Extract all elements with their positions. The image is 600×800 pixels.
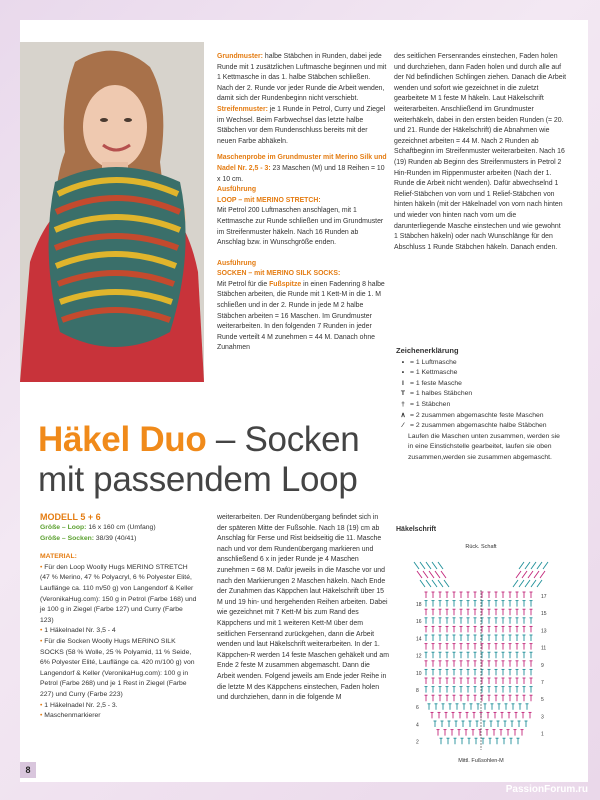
chart-stitch — [435, 571, 440, 578]
chart-stitch — [513, 580, 518, 587]
row-number-right: 9 — [541, 662, 544, 669]
row-number-left: 6 — [416, 705, 419, 712]
row-number-right: 17 — [541, 594, 547, 600]
streifenmuster-text: je 1 Runde in Petrol, Curry und Ziegel im Wechsel. Beim Farbwechsel das letzte halbe Stäbchen vor dem Rundenschluss bereits mit der neuen Farbe abhäkeln. — [217, 105, 386, 145]
title-highlight: Häkel Duo — [38, 420, 207, 459]
chart-stitch — [438, 562, 443, 569]
streifenmuster-label: Streifenmuster: — [217, 105, 268, 113]
material-item: • 1 Häkelnadel Nr. 2,5 - 3. — [40, 701, 118, 709]
chart-stitch — [432, 580, 437, 587]
chart-heading: Häkelschrift — [396, 526, 437, 533]
row-number-right: 1 — [541, 731, 544, 738]
fussspitze-label: Fußspitze — [269, 280, 302, 288]
legend-item: † = 1 Stäbchen — [401, 400, 451, 408]
chart-stitch — [426, 562, 431, 569]
chart-stitch — [423, 571, 428, 578]
chart-grid — [414, 562, 548, 750]
row-number-right: 5 — [541, 697, 544, 704]
row-number-left: 18 — [416, 602, 422, 608]
chart-stitch — [519, 562, 524, 569]
row-number-left: 8 — [416, 688, 419, 694]
size-socks-value: 38/39 (40/41) — [94, 534, 137, 542]
material-item: • 1 Häkelnadel Nr. 3,5 - 4 — [40, 627, 116, 635]
row-number-left: 16 — [416, 619, 422, 626]
row-number-left: 12 — [416, 653, 422, 660]
loop-heading-2: LOOP – mit MERINO STRETCH: — [217, 196, 321, 204]
legend-note: Laufen die Maschen unten zusammen, werden sie in eine Einstichstelle gearbeitet, laufen sie oben zusammen,werden sie zusammen abgemascht. — [408, 432, 560, 461]
chart-stitch — [534, 571, 539, 578]
chart-stitch — [525, 562, 530, 569]
row-number-left: 2 — [416, 739, 419, 746]
chart-stitch — [528, 571, 533, 578]
chart-stitch — [522, 571, 527, 578]
legend-item: ∧ = 2 zusammen abgemaschte feste Maschen — [400, 411, 544, 419]
loop-heading-1: Ausführung — [217, 186, 257, 194]
chart-stitch — [525, 580, 530, 587]
column-2 — [394, 52, 566, 253]
chart-stitch — [543, 562, 548, 569]
maschenprobe-label: Maschenprobe im Grundmuster mit Merino Silk und Nadel Nr. 2,5 - 3: — [217, 154, 387, 172]
material-heading: MATERIAL: — [40, 553, 77, 561]
model-photo — [20, 42, 204, 382]
chart-top-label: Rück. Schaft — [465, 544, 497, 550]
chart-stitch — [531, 580, 536, 587]
chart-stitch — [516, 571, 521, 578]
chart-stitch — [420, 580, 425, 587]
chart-stitch — [519, 580, 524, 587]
title-line2: mit passendem Loop — [38, 460, 358, 499]
row-number-right: 11 — [541, 645, 547, 652]
model-number: MODELL 5 + 6 — [40, 512, 101, 522]
chart-stitch — [540, 571, 545, 578]
chart-bottom-label: Mittl. Fußsohlen-M — [458, 758, 504, 764]
legend-item: I = 1 feste Masche — [402, 379, 462, 387]
socken-text-a: Mit Petrol für die — [217, 280, 270, 288]
material-item: • Für den Loop Woolly Hugs MERINO STRETCH (47 % Merino, 47 % Polyacryl, 6 % Polyester Elité, Lauflänge ca. 110 m/50 g) von Langendorf & Keller (VeronikaHug.com): 150 g in Petrol (Farbe 168) und je 100 g in Ziegel (Farbe 127) und Curry (Farbe 123) — [40, 563, 197, 624]
chart-stitch — [537, 562, 542, 569]
column-3-text: weiterarbeiten. Der Rundenübergang befindet sich in der späteren Mitte der Fußsohle. Nach 18 (19) cm ab Anschlag für Ferse und Rist beidseitig die 11. Masche nach und vor dem Rundenübergang markieren und anschließend 6 x in jeder Runde je 4 Maschen zunehmen = 68 M. Dafür jeweils in die Masche vor und nach den Markierungen 2 Maschen häkeln. Nach Ende der Zunahmen das Käppchen laut Häkelschrift über 15 M und 19 hin- und hergehenden Reihen arbeiten. Dabei wie gezeichnet mit 7 Kett-M bis zum Rand des Käppchens und mit 1 weiteren Kett-M über dem seitlichen Fersenrand zurückgehen, dann die Arbeit wenden und laut Häkelschrift weiterarbeiten. In der 1. Käppchen-R werden 14 feste Maschen gehäkelt und am Ende 2 feste M zusammen abgemascht. Dann die Arbeit wenden. Folgend jeweils am Ende jeder Reihe in die letzte M des Käppchens einstechen, Faden holen und durchziehen, dann in die folgende M — [217, 514, 389, 702]
row-number-right: 3 — [541, 714, 544, 721]
socken-text-b: in einen Fadenring 8 halbe Stäbchen arbeiten, die Runde mit 1 Kett-M in die 1. M schließen und in der 2. Runde in jede M 2 halbe Stäbchen arbeiten = 16 Maschen. Im Grundmuster weiterarbeiten. In den folgenden 7 Runden in jeder Runde verteilt 4 M zunehmen = 44 M. Danach ohne Zunahmen — [217, 280, 385, 352]
symbol-legend — [396, 346, 566, 464]
maschenprobe-text: 23 Maschen (M) und 18 Reihen = 10 x 10 cm. — [217, 164, 385, 183]
legend-item: • = 1 Kettmasche — [401, 369, 458, 377]
row-number-right: 15 — [541, 611, 547, 618]
column-2-text: des seitlichen Fersenrandes einstechen, Faden holen und durchziehen, dann Faden holen und durch alle auf der Nd befindlichen Schlingen ziehen. Danach die Arbeit wenden und sofort wie gezeichnet in die zuletzt gearbeitete M 1 feste M häkeln. Laut Häkelschrift weiterarbeiten. Anschließend im Grundmuster weiterhäkeln, dabei in den ersten beiden Runden (= 20. und 21. Runde der Häkelschrift) die Abnahmen wie gezeichnet arbeiten = 44 M. Nach 2 Runden ab Schaftbeginn im Streifenmuster weiterarbeiten. Nach 16 (19) Runden ab Beginn des Streifenmusters in Petrol 2 Hin-Runden im Rippenmuster arbeiten (Nach der 1. Runde die Arbeit nicht wenden). Dafür abwechselnd 1 Relief-Stäbchen von vorn und 1 Relief-Stäbchen von hinten häkeln (mit der Häkelnadel von vorn nach hinten und wieder von hinten nach vorn um die darunterliegende Masche einstechen und wie gewohnt 1 Stäbchen häkeln) oder nach Wunschlänge für den Abschluss 1 Runde Stäbchen häkeln. Danach enden. — [394, 53, 566, 251]
row-number-left: 14 — [416, 636, 422, 643]
page-number: 8 — [20, 762, 36, 778]
loop-text: Mit Petrol 200 Luftmaschen anschlagen, mit 1 Kettmasche zur Runde schließen und im Grundmuster im Streifenmuster häkeln. Nach 16 Runden ab Anschlag bzw. in Wunschgröße enden. — [217, 207, 384, 247]
legend-item: T = 1 halbes Stäbchen — [400, 390, 473, 398]
watermark: PassionForum.ru — [505, 784, 588, 795]
legend-item: • = 1 Luftmasche — [401, 358, 457, 366]
column-1 — [217, 52, 387, 354]
title-rest-line1: – Socken — [206, 420, 360, 459]
crochet-chart — [396, 540, 566, 765]
row-number-right: 7 — [541, 680, 544, 686]
chart-stitch — [537, 580, 542, 587]
column-3 — [217, 513, 389, 704]
material-item: • Für die Socken Woolly Hugs MERINO SILK SOCKS (58 % Wolle, 25 % Polyamid, 11 % Seide, 6% Polyester Elité, Lauflänge ca. 420 m/100 g) von Langendorf & Keller (VeronikaHug.com): 100 g in Petrol (Farbe 268) und je 1 Rest in Ziegel (Farbe 227) und Curry (Farbe 223) — [40, 637, 195, 698]
grundmuster-text: halbe Stäbchen in Runden, dabei jede Runde mit 1 zusätzlichen Luftmasche beginnen und mit 1 Kettmasche in das 1. halbe Stäbchen schließen. Nach der 2. Runde vor jeder Runde die Arbeit wenden, damit sich der Rundenbeginn nicht verschiebt. — [217, 53, 387, 103]
chart-stitch — [438, 580, 443, 587]
row-number-left: 10 — [416, 670, 422, 677]
specs-block — [40, 511, 198, 722]
legend-heading: Zeichenerklärung — [396, 346, 459, 355]
chart-stitch — [432, 562, 437, 569]
chart-stitch — [414, 562, 419, 569]
size-loop-value: 16 x 160 cm (Umfang) — [86, 524, 156, 531]
row-number-left: 4 — [416, 722, 419, 729]
page-title — [38, 420, 378, 500]
legend-item: ⁄ = 2 zusammen abgemaschte halbe Stäbchen — [402, 422, 547, 430]
chart-stitch — [444, 580, 449, 587]
chart-stitch — [531, 562, 536, 569]
grundmuster-label: Grundmuster: — [217, 53, 263, 60]
socken-heading-2: SOCKEN – mit MERINO SILK SOCKS: — [217, 270, 341, 278]
chart-stitch — [426, 580, 431, 587]
size-socks-label: Größe – Socken: — [40, 534, 95, 542]
row-number-right: 13 — [541, 628, 547, 635]
chart-stitch — [420, 562, 425, 569]
chart-stitch — [441, 571, 446, 578]
chart-stitch — [429, 571, 434, 578]
socken-heading-1: Ausführung — [217, 259, 257, 267]
size-loop-label: Größe – Loop: — [40, 524, 87, 531]
chart-stitch — [417, 571, 422, 578]
material-item: • Maschenmarkierer — [40, 712, 101, 720]
